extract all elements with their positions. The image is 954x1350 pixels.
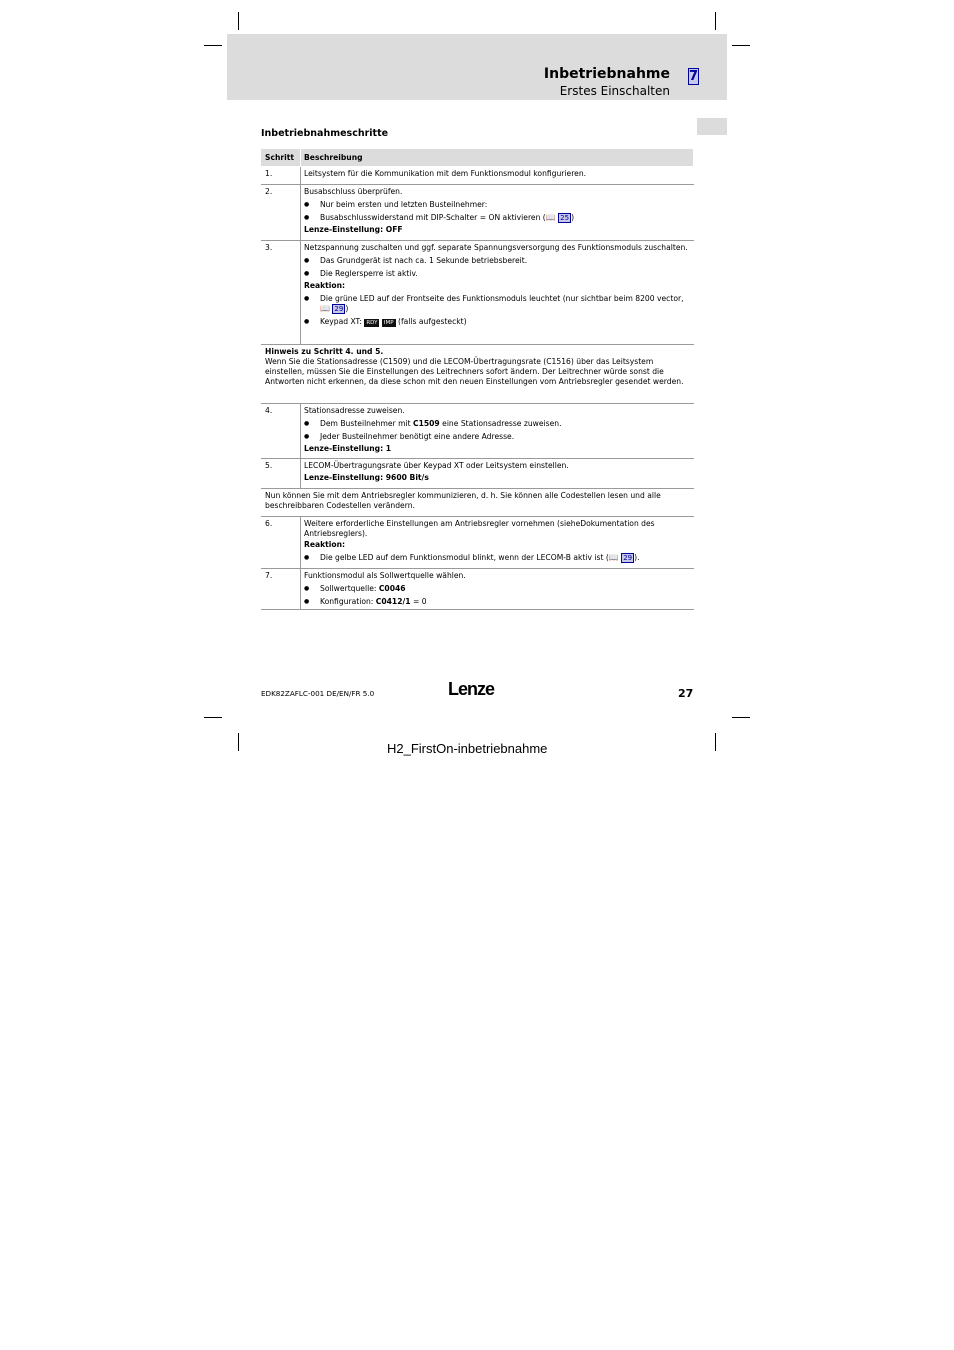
document-id: EDK82ZAFLC-001 DE/EN/FR 5.0 (261, 689, 375, 698)
step-text: Stationsadresse zuweisen. (304, 406, 405, 415)
bullet-item: ● Konfiguration: C0412/1 = 0 (304, 597, 690, 607)
bullet-item: ● Dem Busteilnehmer mit C1509 eine Stationsadresse zuweisen. (304, 419, 690, 429)
step-text: Weitere erforderliche Einstellungen am Antriebsregler vornehmen (sieheDokumentation des Antriebsreglers). (304, 519, 655, 538)
page-ref-link[interactable]: 29 (623, 554, 633, 562)
page-ref-link[interactable]: 29 (334, 305, 344, 313)
table-row (261, 404, 694, 459)
step-description (304, 461, 690, 483)
crop-mark (204, 45, 222, 46)
section-title: Inbetriebnahmeschritte (261, 128, 389, 139)
col-header-description: Beschreibung (304, 153, 363, 162)
crop-mark (715, 12, 716, 30)
bullet-item: ● Die gelbe LED auf dem Funktionsmodul blinkt, wenn der LECOM-B aktiv ist (📖 29 ). (304, 553, 690, 563)
page-subtitle: Erstes Einschalten (559, 84, 670, 98)
crop-mark (732, 45, 750, 46)
table-row (261, 167, 694, 185)
step-description: Leitsystem für die Kommunikation mit dem Funktionsmodul konfigurieren. (304, 169, 587, 178)
step-description (304, 406, 690, 454)
table-row (261, 241, 694, 345)
lenze-logo: Lenze (448, 679, 495, 699)
bullet-item: ● Keypad XT: RDY IMP (falls aufgesteckt) (304, 317, 690, 327)
bullet-item: ● Busabschlusswiderstand mit DIP-Schalter = ON aktivieren (📖 25 ) (304, 213, 690, 223)
step-text: Funktionsmodul als Sollwertquelle wählen. (304, 571, 466, 580)
lenze-setting: Lenze-Einstellung: OFF (304, 225, 403, 234)
chapter-badge[interactable]: 7 (689, 69, 699, 84)
note (265, 347, 691, 387)
step-number: 5. (265, 461, 273, 470)
bullet-item: ● Nur beim ersten und letzten Busteilnehmer: (304, 200, 690, 210)
step-text: LECOM-Übertragungsrate über Keypad XT oder Leitsystem einstellen. (304, 461, 569, 470)
crop-mark (715, 733, 716, 751)
reaction-label: Reaktion: (304, 281, 346, 290)
crop-mark (238, 733, 239, 751)
bullet-item: ● Das Grundgerät ist nach ca. 1 Sekunde betriebsbereit. (304, 256, 690, 266)
table-row (261, 459, 694, 489)
step-number: 4. (265, 406, 273, 415)
table-row (261, 185, 694, 241)
crop-mark (238, 12, 239, 30)
book-icon: 📖 (608, 553, 619, 562)
page-title: Inbetriebnahme (543, 66, 670, 82)
table-row (261, 569, 694, 610)
step-number: 2. (265, 187, 273, 196)
lenze-setting: Lenze-Einstellung: 1 (304, 444, 392, 453)
keypad-imp-indicator: IMP (383, 320, 394, 326)
note-row (261, 345, 694, 404)
book-icon: 📖 (545, 213, 556, 222)
note-text: Wenn Sie die Stationsadresse (C1509) und die LECOM-Übertragungsrate (C1516) über das Leitsystem einstellen, müssen Sie die Einstellungen des Leitrechners sofort ändern. Der Leitrechner würde sonst die Antworten nicht erkennen, da diese schon mit den neuen Einstellungen vom Antriebsregler gesendet werden. (265, 357, 684, 386)
page-ref-link[interactable]: 25 (560, 214, 570, 222)
table-row (261, 517, 694, 569)
crop-mark (204, 717, 222, 718)
book-icon: 📖 (320, 304, 330, 313)
table-header (261, 149, 693, 166)
reaction-label: Reaktion: (304, 540, 346, 549)
bullet-item: ● Jeder Busteilnehmer benötigt eine andere Adresse. (304, 432, 690, 442)
file-label: H2_FirstOn-inbetriebnahme (387, 741, 548, 756)
bullet-item: ● Die Reglersperre ist aktiv. (304, 269, 690, 279)
crop-mark (732, 717, 750, 718)
step-number: 7. (265, 571, 273, 580)
note: Nun können Sie mit dem Antriebsregler kommunizieren, d. h. Sie können alle Codestellen lesen und alle beschreibbaren Codestellen verändern. (265, 491, 661, 510)
step-number: 1. (265, 169, 273, 178)
note-row (261, 489, 694, 517)
note-title: Hinweis zu Schritt 4. und 5. (265, 347, 384, 356)
bullet-item: ● Sollwertquelle: C0046 (304, 584, 690, 594)
step-text: Netzspannung zuschalten und ggf. separate Spannungsversorgung des Funktionsmoduls zuschalten. (304, 243, 688, 252)
step-description (304, 571, 690, 607)
col-header-step: Schritt (265, 153, 294, 162)
step-description (304, 519, 690, 563)
step-text: Busabschluss überprüfen. (304, 187, 403, 196)
keypad-rdy-indicator: RDY (366, 320, 378, 326)
side-tab (697, 118, 727, 135)
lenze-setting: Lenze-Einstellung: 9600 Bit/s (304, 473, 429, 482)
step-number: 6. (265, 519, 273, 528)
page-number: 27 (678, 687, 694, 700)
step-number: 3. (265, 243, 273, 252)
step-description (304, 243, 690, 327)
step-description (304, 187, 690, 235)
bullet-item: ● Die grüne LED auf der Frontseite des Funktionsmoduls leuchtet (nur sichtbar beim 8200 vector, 📖 29 ) (304, 294, 690, 314)
